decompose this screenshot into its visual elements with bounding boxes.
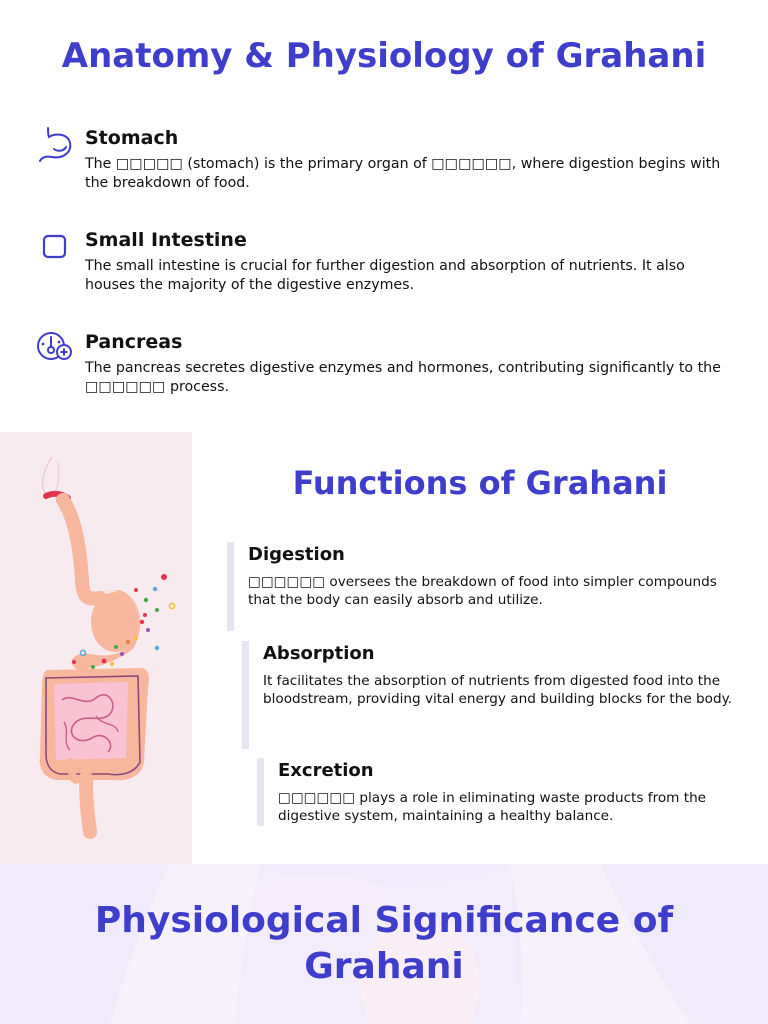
accent-bar — [257, 758, 264, 826]
digestive-system-image — [0, 432, 192, 864]
digestive-system-illustration — [0, 432, 192, 864]
pancreas-icon — [34, 331, 76, 373]
square-icon — [34, 229, 76, 271]
accent-bar — [242, 641, 249, 749]
stomach-icon — [34, 127, 76, 169]
organ-name: Pancreas — [85, 331, 183, 353]
organ-description: The □□□□□ (stomach) is the primary organ of □□□□□□, where digestion begins with the breakdown of food. — [85, 156, 721, 191]
organ-name: Stomach — [85, 127, 179, 149]
organ-description: The pancreas secretes digestive enzymes and hormones, contributing significantly to the □□□□□□ process. — [85, 360, 721, 395]
function-description: □□□□□□ oversees the breakdown of food into simpler compounds that the body can easily absorb and utilize. — [248, 574, 717, 608]
significance-section — [0, 864, 768, 1024]
function-description: It facilitates the absorption of nutrients from digested food into the bloodstream, providing vital energy and building blocks for the body. — [263, 673, 733, 707]
functions-section — [0, 432, 768, 864]
accent-bar — [227, 542, 234, 631]
functions-title: Functions of Grahani — [292, 464, 668, 502]
significance-title: Physiological Significance of Grahani — [94, 900, 674, 987]
organ-name: Small Intestine — [85, 229, 247, 251]
function-name: Absorption — [263, 643, 375, 664]
function-name: Digestion — [248, 544, 345, 565]
anatomy-title: Anatomy & Physiology of Grahani — [61, 36, 707, 76]
function-description: □□□□□□ plays a role in eliminating waste products from the digestive system, maintaining a healthy balance. — [278, 790, 707, 824]
function-name: Excretion — [278, 760, 374, 781]
organ-description: The small intestine is crucial for further digestion and absorption of nutrients. It also houses the majority of the digestive enzymes. — [85, 258, 685, 293]
